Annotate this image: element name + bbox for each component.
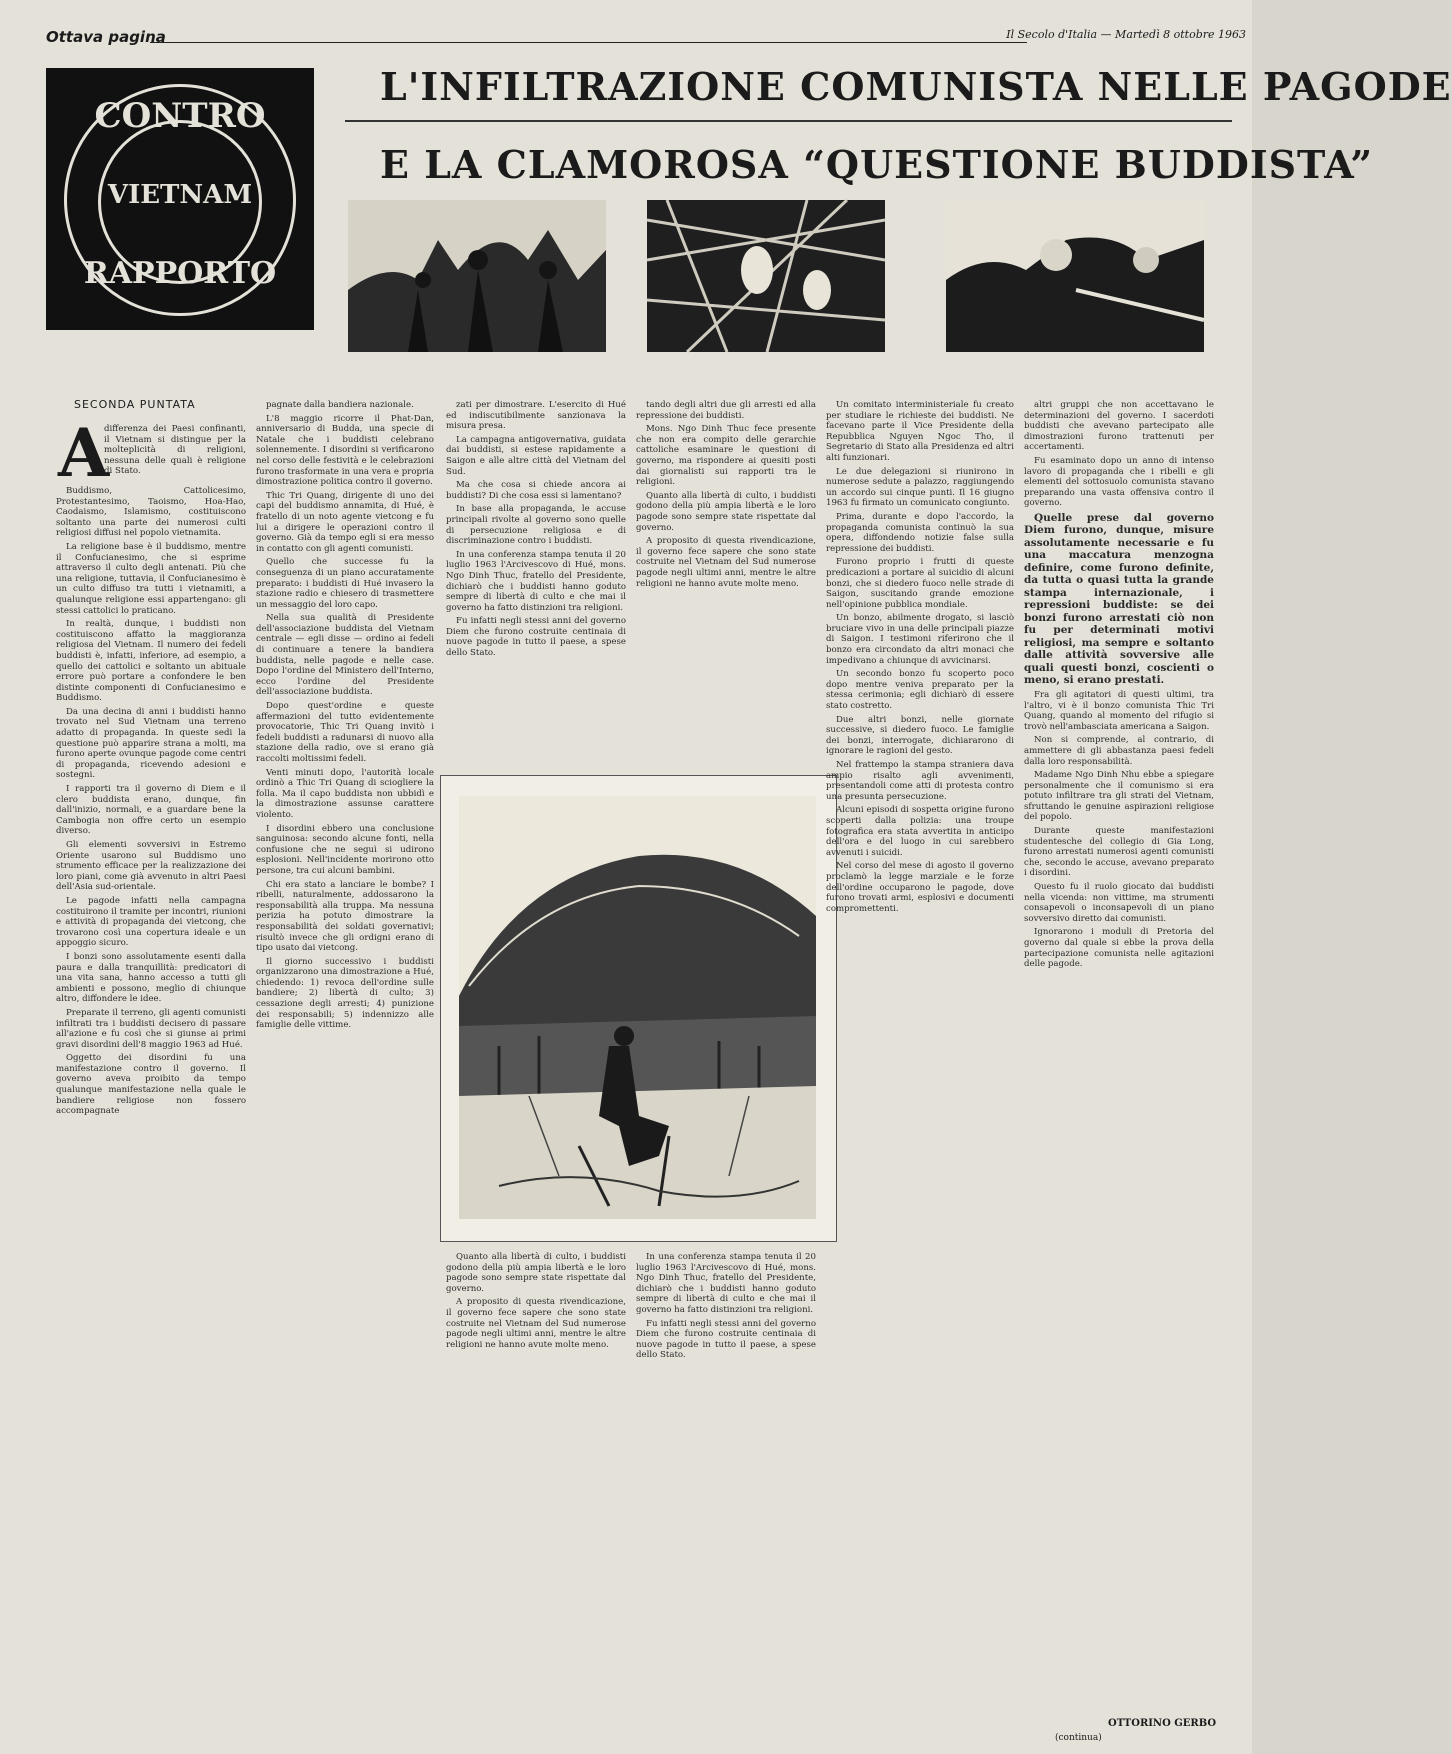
column-paragraph: Preparate il terreno, gli agenti comunisti infiltrati tra i buddisti decisero di passare all'azione e fu così che si giunse ai primi gravi disordini dell'8 maggio 1963 ad Hué. bbox=[56, 1007, 246, 1050]
article-column-4-bottom bbox=[636, 1252, 816, 1722]
logo-bottom-text: RAPPORTO bbox=[83, 256, 277, 291]
article-column-3-bottom bbox=[446, 1252, 626, 1722]
contro-rapporto-logo bbox=[46, 68, 314, 330]
column-paragraph: Le due delegazioni si riunirono in numerose sedute a palazzo, raggiungendo un accordo sui cinque punti. Il 16 giugno 1963 fu firmato un comunicato congiunto. bbox=[826, 466, 1014, 509]
column-paragraph: Due altri bonzi, nelle giornate successive, si diedero fuoco. Le famiglie dei bonzi, interrogate, dichiararono di ignorare le ragioni del gesto. bbox=[826, 714, 1014, 757]
column-paragraph: Durante queste manifestazioni studentesche del collegio di Gia Long, furono arrestati numerosi agenti comunisti che, secondo le accuse, avevano preparato i disordini. bbox=[1024, 826, 1214, 879]
column-paragraph: tando degli altri due gli arresti ed alla repressione dei buddisti. bbox=[636, 400, 816, 421]
headline-line1: L'INFILTRAZIONE COMUNISTA NELLE PAGODE bbox=[380, 64, 1452, 109]
column-paragraph: Prima, durante e dopo l'accordo, la propaganda comunista continuò la sua opera, diffondendo notizie false sulla repressione dei buddisti. bbox=[826, 511, 1014, 554]
column-paragraph: Fra gli agitatori di questi ultimi, tra l'altro, vi è il bonzo comunista Thic Tri Quang, quando al momento del rifugio si trovò nell'ambasciata americana a Saigon. bbox=[1024, 689, 1214, 732]
column-paragraph: zati per dimostrare. L'esercito di Hué ed indiscutibilmente sanzionava la misura presa. bbox=[446, 400, 626, 432]
column-paragraph: Non si comprende, al contrario, di ammettere di gli abbastanza paesi fedeli dalla loro responsabilità. bbox=[1024, 735, 1214, 767]
lead-paragraph: differenza dei Paesi confinanti, il Vietnam si distingue per la molteplicità di religioni, nessuna delle quali è religione di Stato. bbox=[104, 424, 246, 477]
author-signature: OTTORINO GERBO bbox=[1108, 1718, 1217, 1729]
column-paragraph: Alcuni episodi di sospetta origine furono scoperti dalla polizia: una troupe fotografica era stata avvertita in anticipo dell'ora e del luogo in cui sarebbero avvenuti i suicidi. bbox=[826, 805, 1014, 858]
column-paragraph: Buddismo, Cattolicesimo, Protestantesimo, Taoismo, Hoa-Hao, Caodaismo, Islamismo, costituiscono soltanto una parte dei numerosi culti religiosi diffusi nel popolo vietnamita. bbox=[56, 486, 246, 539]
column-paragraph: Un secondo bonzo fu scoperto poco dopo mentre veniva preparato per la stessa cerimonia; egli dichiarò di essere stato costretto. bbox=[826, 669, 1014, 712]
column-paragraph: Madame Ngo Dinh Nhu ebbe a spiegare personalmente che il comunismo si era potuto infiltrare tra gli strati del Vietnam, sfruttando le genuine aspirazioni religiose del popolo. bbox=[1024, 770, 1214, 823]
column-paragraph: Fu infatti negli stessi anni del governo Diem che furono costruite centinaia di nuove pagode in tutto il paese, a spese dello Stato. bbox=[636, 1318, 816, 1361]
article-column-1 bbox=[56, 486, 246, 1716]
column-paragraph: Fu esaminato dopo un anno di intenso lavoro di propaganda che i ribelli e gli elementi del sottosuolo comunista stavano preparando una vasta offensiva contro il governo. bbox=[1024, 455, 1214, 509]
logo-top-text: CONTRO bbox=[94, 96, 266, 136]
illustration-image bbox=[459, 796, 816, 1219]
column-paragraph: La campagna antigovernativa, guidata dai buddisti, si estese rapidamente a Saigon e alle altre città del Vietnam del Sud. bbox=[446, 434, 626, 477]
article-kicker: SECONDA PUNTATA bbox=[74, 398, 196, 411]
column-paragraph: A proposito di questa rivendicazione, il governo fece sapere che sono state costruite nel Vietnam del Sud numerose pagode negli ultimi anni, mentre le altre religioni ne hanno avute molte meno. bbox=[636, 536, 816, 589]
column-paragraph: I disordini ebbero una conclusione sanguinosa: secondo alcune fonti, nella confusione che ne seguì si udirono esplosioni. Nell'incidente morirono otto persone, tra cui alcuni bambini. bbox=[256, 823, 434, 876]
column-paragraph: Dopo quest'ordine e queste affermazioni del tutto evidentemente provocatorie, Thic Tri Quang invitò i fedeli buddisti a radunarsi di nuovo alla stazione della radio, ove si erano già raccolti moltissimi fedeli. bbox=[256, 701, 434, 764]
drop-cap: A bbox=[58, 414, 110, 492]
column-paragraph: Ma che cosa si chiede ancora ai buddisti? Di che cosa essi si lamentano? bbox=[446, 480, 626, 501]
photo-jungle bbox=[647, 200, 885, 352]
article-column-6 bbox=[1024, 400, 1214, 1712]
column-paragraph: La religione base è il buddismo, mentre il Confucianesimo, che si esprime attraverso il culto degli antenati. Più che una religione, tuttavia, il Confucianesimo è un culto diffuso tra tutti i vietnamiti, a qualunque religione essi appartengano: gli stessi cattolici lo praticano. bbox=[56, 541, 246, 616]
photo-soldiers-image bbox=[348, 200, 606, 352]
column-paragraph: Nella sua qualità di Presidente dell'associazione buddista del Vietnam centrale — egli disse — ordino ai fedeli di continuare a tenere la bandiera buddista, nelle pagode e nelle case. Dopo l'ordine del Ministero dell'Interno, ecco l'ordine del Presidente dell'associazione buddista. bbox=[256, 613, 434, 698]
column-paragraph: Il giorno successivo i buddisti organizzarono una dimostrazione a Hué, chiedendo: 1) revoca dell'ordine sulle bandiere; 2) libertà di culto; 3) cessazione degli arresti; 4) punizione dei responsabili; 5) indennizzo alle famiglie delle vittime. bbox=[256, 956, 434, 1031]
column-paragraph-emphasis: Quelle prese dal governo Diem furono, dunque, misure assolutamente necessarie e fu una maccatura menzogna definire, come furono definite, da tutta o quasi tutta la grande stampa internazionale, i repressioni buddiste: se dei bonzi furono arrestati ciò non fu per determinati motivi religiosi, ma sempre e soltanto dalle attività sovversive alle quali questi bonzi, coscienti o meno, si erano prestati. bbox=[1024, 511, 1214, 687]
column-paragraph: Quanto alla libertà di culto, i buddisti godono della più ampia libertà e le loro pagode sono sempre state rispettate dal governo. bbox=[446, 1252, 626, 1294]
column-paragraph: Mons. Ngo Dinh Thuc fece presente che non era compito delle gerarchie cattoliche esaminare le questioni di governo, ma rispondere ai quesiti posti dai giornalisti sui rapporti tra le religioni. bbox=[636, 424, 816, 488]
article-column-4-top bbox=[636, 400, 816, 760]
header-rule bbox=[150, 42, 1027, 43]
article-column-1-lead bbox=[104, 424, 246, 484]
headline-line2: E LA CLAMOROSA “QUESTIONE BUDDISTA” bbox=[380, 142, 1374, 187]
article-column-2 bbox=[256, 400, 434, 1720]
column-paragraph: Quanto alla libertà di culto, i buddisti godono della più ampia libertà e le loro pagode sono sempre state rispettate dal governo. bbox=[636, 490, 816, 533]
photo-fighters bbox=[946, 200, 1204, 352]
column-paragraph: Ignorarono i moduli di Pretoria del governo dal quale si ebbe la prova della partecipazione comunista nelle agitazioni delle pagode. bbox=[1024, 927, 1214, 970]
column-paragraph: pagnate dalla bandiera nazionale. bbox=[266, 400, 414, 410]
central-illustration bbox=[440, 775, 837, 1242]
article-column-3-top bbox=[446, 400, 626, 760]
column-paragraph: A proposito di questa rivendicazione, il governo fece sapere che sono state costruite nel Vietnam del Sud numerose pagode negli ultimi anni, mentre le altre religioni ne hanno avute molte meno. bbox=[446, 1297, 626, 1350]
column-paragraph: Da una decina di anni i buddisti hanno trovato nel Sud Vietnam una terreno adatto di propaganda. In queste sedi la questione può apparire strana a molti, ma furono aperte ovunque pagode come centri di propaganda, ricevendo adesioni e sostegni. bbox=[56, 706, 246, 781]
page-label: Ottava pagina bbox=[46, 28, 166, 46]
column-paragraph: Gli elementi sovversivi in Estremo Oriente usarono sul Buddismo uno strumento efficace per la realizzazione dei loro piani, come già avvenuto in altri Paesi dell'Asia sud-orientale. bbox=[56, 840, 246, 893]
photo-jungle-image bbox=[647, 200, 885, 352]
column-paragraph: Le pagode infatti nella campagna costituirono il tramite per incontri, riunioni e attività di propaganda dei vietcong, che trovarono così una copertura ideale e un appoggio sicuro. bbox=[56, 895, 246, 949]
continued-mark: (continua) bbox=[1055, 1733, 1102, 1743]
column-paragraph: Thic Tri Quang, dirigente di uno dei capi del buddismo annamita, di Hué, è fratello di un noto agente vietcong e fu lui a dirigere le operazioni contro il governo. Già da tempo egli si era messo in contatto con gli agenti comunisti. bbox=[256, 490, 434, 554]
column-paragraph: Nel frattempo la stampa straniera dava ampio risalto agli avvenimenti, presentandoli come atti di protesta contro una presunta persecuzione. bbox=[826, 760, 1014, 802]
photo-fighters-image bbox=[946, 200, 1204, 352]
column-paragraph: Oggetto dei disordini fu una manifestazione contro il governo. Il governo aveva proibito da tempo qualunque manifestazione nella quale le bandiere religiose non fossero accompagnate bbox=[56, 1053, 246, 1117]
column-paragraph: Fu infatti negli stessi anni del governo Diem che furono costruite centinaia di nuove pagode in tutto il paese, a spese dello Stato. bbox=[446, 616, 626, 659]
column-paragraph: altri gruppi che non accettavano le determinazioni del governo. I sacerdoti buddisti che avevano partecipato alle dimostrazioni furono trattenuti per accertamenti. bbox=[1024, 400, 1214, 453]
column-paragraph: In realtà, dunque, i buddisti non costituiscono affatto la maggioranza religiosa del Vietnam. Il numero dei fedeli buddisti è, infatti, inferiore, ad esempio, a quello dei cattolici e soltanto un abituale errore può portare a confondere le ben distinte componenti di Confucianesimo e Buddismo. bbox=[56, 619, 246, 704]
column-paragraph: L'8 maggio ricorre il Phat-Dan, anniversario di Budda, una specie di Natale che i buddisti celebrano solennemente. I disordini si verificarono nel corso delle festività e le celebrazioni furono trasformate in una vera e propria dimostrazione politica contro il governo. bbox=[256, 413, 434, 488]
column-paragraph: In una conferenza stampa tenuta il 20 luglio 1963 l'Arcivescovo di Hué, mons. Ngo Dinh Thuc, fratello del Presidente, dichiarò che i buddisti hanno goduto sempre di libertà di culto e che mai il governo ha fatto distinzioni tra religioni. bbox=[446, 549, 626, 613]
paper-info: Il Secolo d'Italia — Martedì 8 ottobre 1963 bbox=[1006, 28, 1246, 41]
column-paragraph: I rapporti tra il governo di Diem e il clero buddista erano, dunque, fin dall'inizio, normali, e a guardare bene la Cambogia non offre certo un esempio diverso. bbox=[56, 784, 246, 837]
illustration-drawing bbox=[459, 796, 816, 1219]
column-paragraph: Un bonzo, abilmente drogato, si lasciò bruciare vivo in una delle principali piazze di Saigon. I testimoni riferirono che il bonzo era circondato da altri monaci che impedivano a chiunque di avvicinarsi. bbox=[826, 613, 1014, 666]
column-paragraph: Nel corso del mese di agosto il governo proclamò la legge marziale e le forze dell'ordine occuparono le pagode, dove furono trovati armi, esplosivi e documenti compromettenti. bbox=[826, 861, 1014, 914]
column-paragraph: Venti minuti dopo, l'autorità locale ordinò a Thic Tri Quang di sciogliere la folla. Ma il capo buddista non ubbidì e la dimostrazione assunse carattere violento. bbox=[256, 767, 434, 820]
headline-rule bbox=[345, 120, 1232, 122]
column-paragraph: Questo fu il ruolo giocato dai buddisti nella vicenda: non vittime, ma strumenti consapevoli o inconsapevoli di un piano sovversivo diretto dai comunisti. bbox=[1024, 882, 1214, 924]
column-paragraph: I bonzi sono assolutamente esenti dalla paura e dalla tranquillità: predicatori di una vita sana, hanno accesso a tutti gli ambienti e possono, meglio di chiunque altro, diffondere le idee. bbox=[56, 951, 246, 1005]
column-paragraph: Un comitato interministeriale fu creato per studiare le richieste dei buddisti. Ne facevano parte il Vice Presidente della Repubblica Nguyen Ngoc Tho, il Segretario di Stato alla Presidenza ed altri alti funzionari. bbox=[826, 400, 1014, 463]
logo-middle-text: VIETNAM bbox=[107, 180, 253, 210]
column-paragraph: Quello che successe fu la conseguenza di un piano accuratamente preparato: i buddisti di Hué invasero la stazione radio e chiesero di trasmettere un messaggio del loro capo. bbox=[256, 557, 434, 610]
column-paragraph: In una conferenza stampa tenuta il 20 luglio 1963 l'Arcivescovo di Hué, mons. Ngo Dinh Thuc, fratello del Presidente, dichiarò che i buddisti hanno goduto sempre di libertà di culto e che mai il governo ha fatto distinzioni tra religioni. bbox=[636, 1252, 816, 1315]
photo-soldiers bbox=[348, 200, 606, 352]
column-paragraph: Furono proprio i frutti di queste predicazioni a portare al suicidio di alcuni bonzi, che si diedero fuoco nelle strade di Saigon, suscitando grande emozione nell'opinione pubblica mondiale. bbox=[826, 557, 1014, 610]
column-paragraph: In base alla propaganda, le accuse principali rivolte al governo sono quelle di persecuzione religiosa e di discriminazione contro i buddisti. bbox=[446, 504, 626, 547]
column-paragraph: Chi era stato a lanciare le bombe? I ribelli, naturalmente, addossarono la responsabilità alla truppa. Ma nessuna perizia ha potuto dimostrare la responsabilità dei soldati governativi; risultò invece che gli ordigni erano di tipo usato dai vietcong. bbox=[256, 879, 434, 954]
article-column-5 bbox=[826, 400, 1014, 1720]
